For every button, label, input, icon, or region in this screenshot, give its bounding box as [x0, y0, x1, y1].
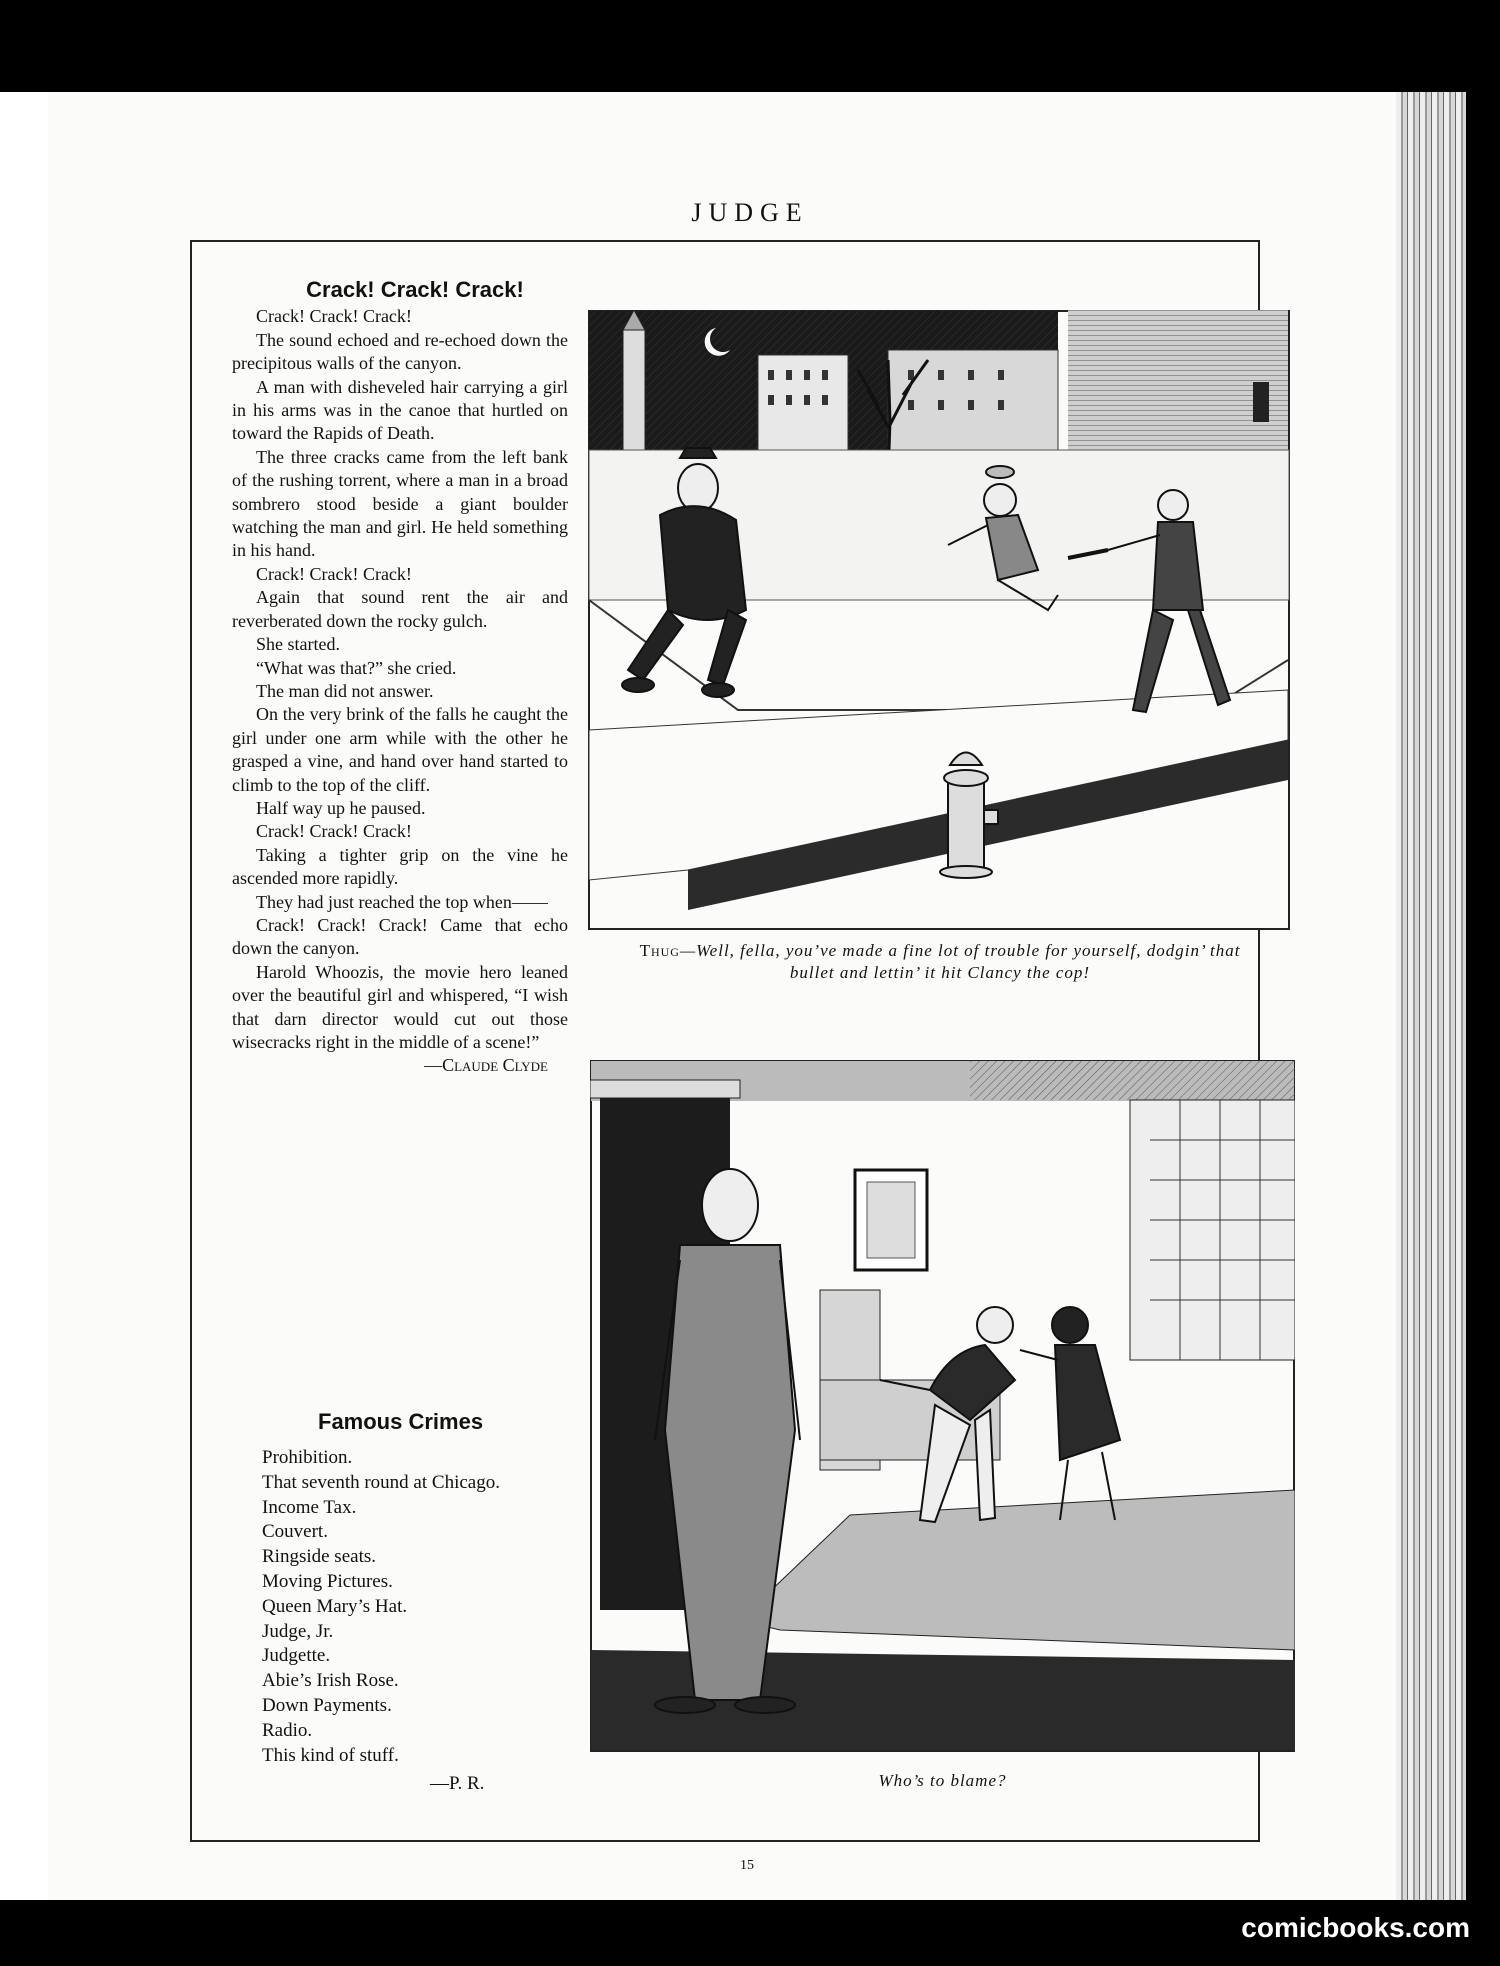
- masthead: JUDGE: [691, 198, 809, 227]
- crimes-byline: —P. R.: [430, 1773, 485, 1795]
- cartoon1-caption: [615, 940, 1265, 984]
- cartoon1-speaker: Thug: [639, 941, 680, 960]
- story-paragraph: The man did not answer.: [256, 680, 434, 701]
- cartoon-whos-to-blame-illustration: [590, 1060, 1295, 1752]
- crimes-list: [262, 1446, 582, 1797]
- page-number: 15: [740, 1858, 754, 1873]
- crimes-list-item: Prohibition.: [262, 1447, 353, 1468]
- site-watermark: comicbooks.com: [1241, 1912, 1470, 1943]
- story-paragraph: A man with disheveled hair carrying a girl in his arms was in the canoe that hurtled on toward the Rapids of Death.: [232, 376, 568, 444]
- crimes-list-item: Judgette.: [262, 1645, 331, 1667]
- story-paragraph: Crack! Crack! Crack!: [256, 306, 412, 327]
- story-byline: —Claude Clyde: [424, 1055, 548, 1076]
- crimes-list-item: Couvert.: [262, 1521, 328, 1543]
- crimes-list-item: That seventh round at Chicago.: [262, 1471, 500, 1493]
- story-title: Crack! Crack! Crack!: [306, 277, 524, 302]
- crimes-section: [262, 1410, 582, 1441]
- crimes-list-item: Income Tax.: [262, 1496, 357, 1518]
- crimes-list-item: Radio.: [262, 1719, 313, 1741]
- crimes-list-item: Moving Pictures.: [262, 1570, 393, 1592]
- story-body: [232, 305, 568, 1054]
- story-column: [232, 278, 568, 1078]
- facing-page-edge: [0, 92, 52, 1900]
- story-paragraph: Crack! Crack! Crack!: [256, 563, 412, 584]
- story-paragraph: On the very brink of the falls he caught the girl under one arm while with the other he grasped a vine, and hand over hand started to climb to the top of the cliff.: [232, 704, 568, 795]
- page-stack-edge: [1396, 92, 1466, 1900]
- crimes-list-item: Judge, Jr.: [262, 1620, 334, 1642]
- crimes-items: [262, 1446, 582, 1768]
- crimes-list-item: Ringside seats.: [262, 1546, 376, 1568]
- crimes-list-item: This kind of stuff.: [262, 1744, 399, 1766]
- story-paragraph: Taking a tighter grip on the vine he ascended more rapidly.: [232, 844, 568, 889]
- story-paragraph: Crack! Crack! Crack! Came that echo down the canyon.: [232, 914, 568, 959]
- crimes-title: Famous Crimes: [318, 1409, 484, 1434]
- cartoon1-caption-text: —Well, fella, you’ve made a fine lot of trouble for yourself, dodgin’ that bullet and lettin’ it hit Clancy the cop!: [679, 941, 1241, 982]
- crimes-list-item: Abie’s Irish Rose.: [262, 1670, 399, 1692]
- story-paragraph: Again that sound rent the air and reverberated down the rocky gulch.: [232, 587, 568, 631]
- story-paragraph: The three cracks came from the left bank of the rushing torrent, where a man in a broad sombrero stood beside a giant boulder watching the man and girl. He held something in his hand.: [232, 446, 568, 561]
- cartoon-cop-thug-illustration: [588, 310, 1290, 930]
- story-paragraph: She started.: [256, 634, 340, 655]
- story-paragraph: “What was that?” she cried.: [256, 657, 457, 678]
- story-paragraph: Crack! Crack! Crack!: [256, 821, 412, 842]
- story-paragraph: The sound echoed and re-echoed down the precipitous walls of the canyon.: [232, 329, 568, 374]
- cartoon2-caption: Who’s to blame?: [878, 1771, 1007, 1790]
- story-paragraph: They had just reached the top when——: [256, 891, 548, 912]
- crimes-list-item: Down Payments.: [262, 1694, 392, 1716]
- story-paragraph: Harold Whoozis, the movie hero leaned over the beautiful girl and whispered, “I wish that darn director would cut out those wisecracks right in the middle of a scene!”: [232, 961, 568, 1052]
- crimes-list-item: Queen Mary’s Hat.: [262, 1595, 408, 1617]
- story-paragraph: Half way up he paused.: [256, 797, 426, 818]
